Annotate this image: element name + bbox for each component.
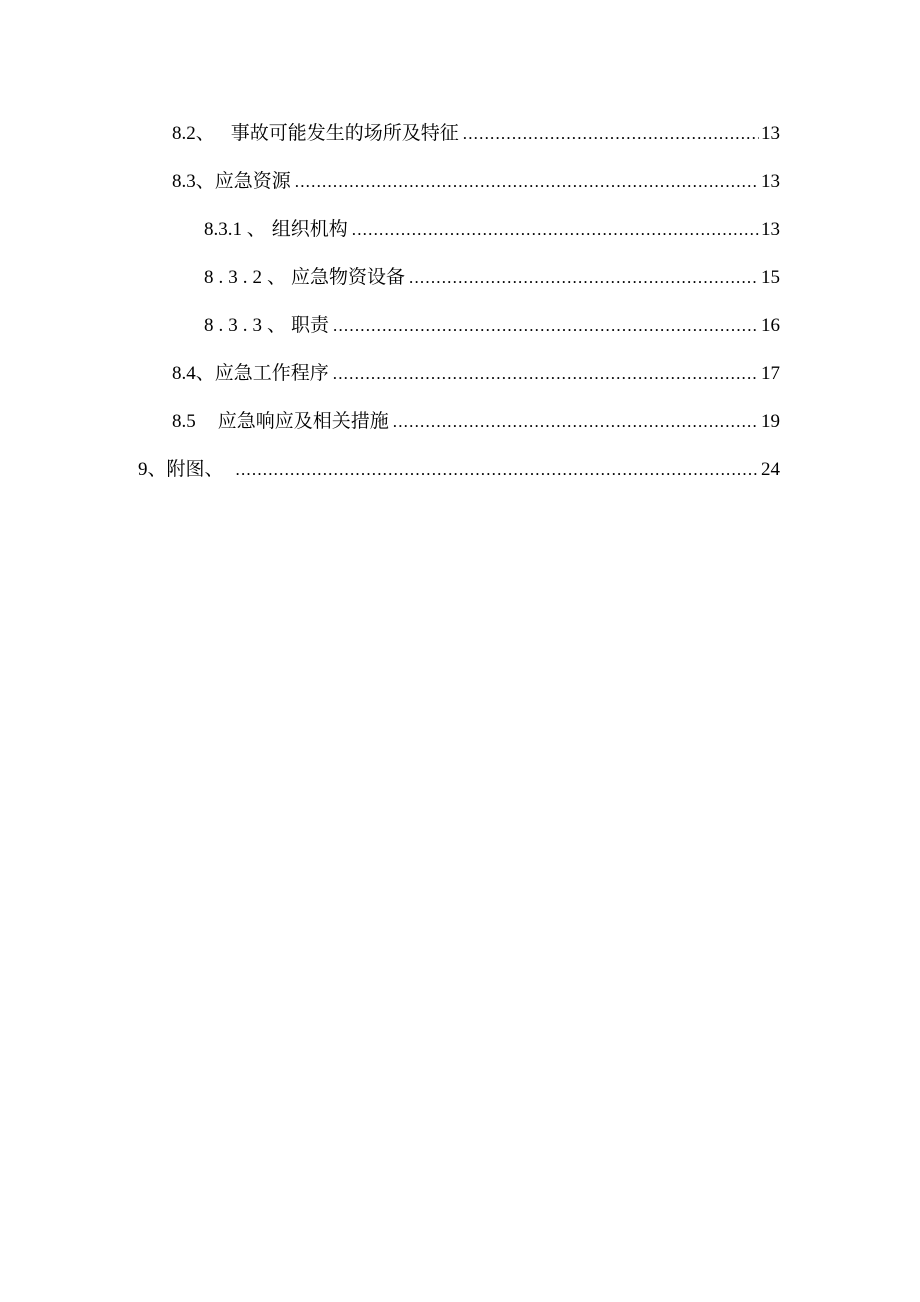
toc-entry-number: 8.2、 bbox=[172, 123, 215, 144]
toc-entry-page: 15 bbox=[761, 267, 780, 288]
toc-entry-8-5[interactable] bbox=[172, 405, 780, 439]
toc-entry-title: 事故可能发生的场所及特征 bbox=[230, 123, 459, 144]
toc-entry-8-2[interactable] bbox=[172, 117, 780, 151]
toc-entry-title: 职责 bbox=[291, 315, 330, 336]
toc-dot-leader bbox=[333, 357, 759, 391]
toc-entry-8-3[interactable] bbox=[172, 165, 780, 199]
toc-entry-page: 13 bbox=[761, 171, 780, 192]
toc-dot-leader bbox=[236, 453, 759, 487]
toc-dot-leader bbox=[352, 213, 759, 247]
toc-entry-page: 13 bbox=[761, 123, 780, 144]
toc-entry-title: 应急工作程序 bbox=[214, 363, 329, 384]
toc-entry-number: 8.4、 bbox=[172, 363, 215, 384]
toc-entry-title: 应急资源 bbox=[214, 171, 291, 192]
toc-entry-8-4[interactable] bbox=[172, 357, 780, 391]
toc-entry-page: 13 bbox=[761, 219, 780, 240]
toc-entry-number: 8.3.1 、 bbox=[204, 219, 266, 240]
toc-dot-leader bbox=[409, 261, 759, 295]
toc-entry-title: 应急物资设备 bbox=[291, 267, 406, 288]
toc-entry-title: 组织机构 bbox=[271, 219, 348, 240]
toc-dot-leader bbox=[295, 165, 759, 199]
toc-entry-number: 8.3.2、 bbox=[204, 267, 292, 288]
toc-entry-number: 8.5 bbox=[172, 411, 196, 432]
toc-entry-page: 24 bbox=[761, 459, 780, 480]
toc-entry-8-3-2[interactable] bbox=[204, 261, 780, 295]
toc-entry-page: 16 bbox=[761, 315, 780, 336]
toc-entry-number: 9、 bbox=[138, 459, 167, 480]
toc-entry-page: 19 bbox=[761, 411, 780, 432]
toc-entry-9[interactable] bbox=[138, 453, 780, 487]
toc-entry-number: 8.3.3、 bbox=[204, 315, 292, 336]
toc-entry-number: 8.3、 bbox=[172, 171, 215, 192]
toc-entry-8-3-1[interactable] bbox=[204, 213, 780, 247]
toc-entry-page: 17 bbox=[761, 363, 780, 384]
toc-entry-title: 附图、 bbox=[166, 459, 224, 480]
toc-dot-leader bbox=[463, 117, 759, 151]
toc-dot-leader bbox=[393, 405, 759, 439]
toc-entry-title: 应急响应及相关措施 bbox=[217, 411, 389, 432]
toc-entry-8-3-3[interactable] bbox=[204, 309, 780, 343]
toc-dot-leader bbox=[333, 309, 759, 343]
